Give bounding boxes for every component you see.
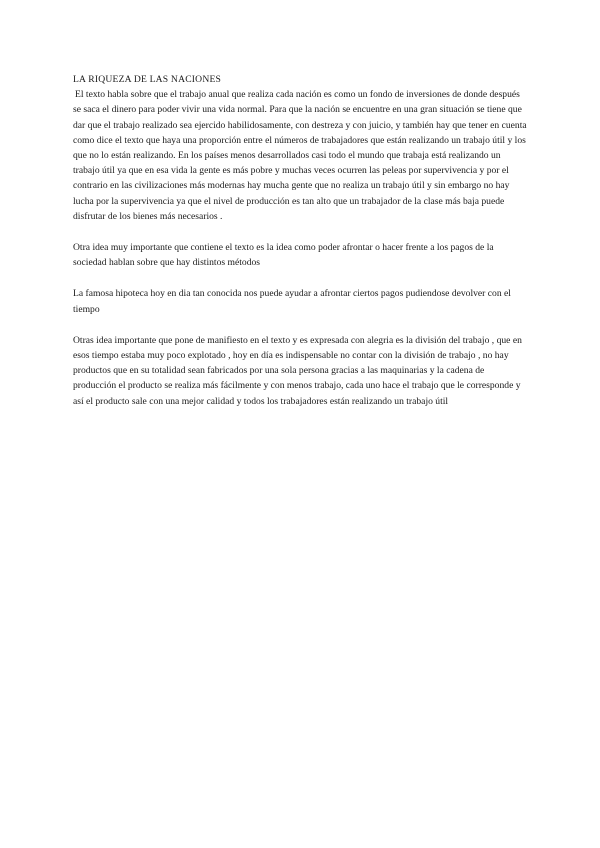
document-body bbox=[73, 72, 529, 425]
paragraph-4: Otras idea importante que pone de manifiesto en el texto y es expresada con alegria es la división del trabajo , que en esos tiempo estaba muy poco explotado , hoy en día es indispensable no contar con la división de trabajo , no hay productos que en su totalidad sean fabricados por una sola persona gracias a las maquinarias y la cadena de producción el producto se realiza más fácilmente y con menos trabajo, cada uno hace el trabajo que le corresponde y así el producto sale con una mejor calidad y todos los trabajadores están realizando un trabajo útil bbox=[73, 334, 522, 407]
paragraph-3: La famosa hipoteca hoy en dia tan conocida nos puede ayudar a afrontar ciertos pagos pudiendose devolver con el tiempo bbox=[73, 288, 511, 315]
document-title: LA RIQUEZA DE LAS NACIONES bbox=[73, 74, 222, 85]
paragraph-1: El texto habla sobre que el trabajo anual que realiza cada nación es como un fondo de inversiones de donde después se saca el dinero para poder vivir una vida normal. Para que la nación se encuentre en una gran situación se tiene que dar que el trabajo realizado sea ejercido habilidosamente, con destreza y con juicio, y también hay que tener en cuenta como dice el texto que haya una proporción entre el números de trabajadores que están realizando un trabajo útil y los que no lo están realizando. En los países menos desarrollados casi todo el mundo que trabaja está realizando un trabajo útil ya que en esa vida la gente es más pobre y muchas veces ocurren las peleas por supervivencia y por el contrario en las civilizaciones más modernas hay mucha gente que no realiza un trabajo útil y sin embargo no hay lucha por la supervivencia ya que el nivel de producción es tan alto que un trabajador de la clase más baja puede disfrutar de los bienes más necesarios . bbox=[73, 89, 527, 222]
paragraph-2: Otra idea muy importante que contiene el texto es la idea como poder afrontar o hacer frente a los pagos de la sociedad hablan sobre que hay distintos métodos bbox=[73, 242, 494, 269]
